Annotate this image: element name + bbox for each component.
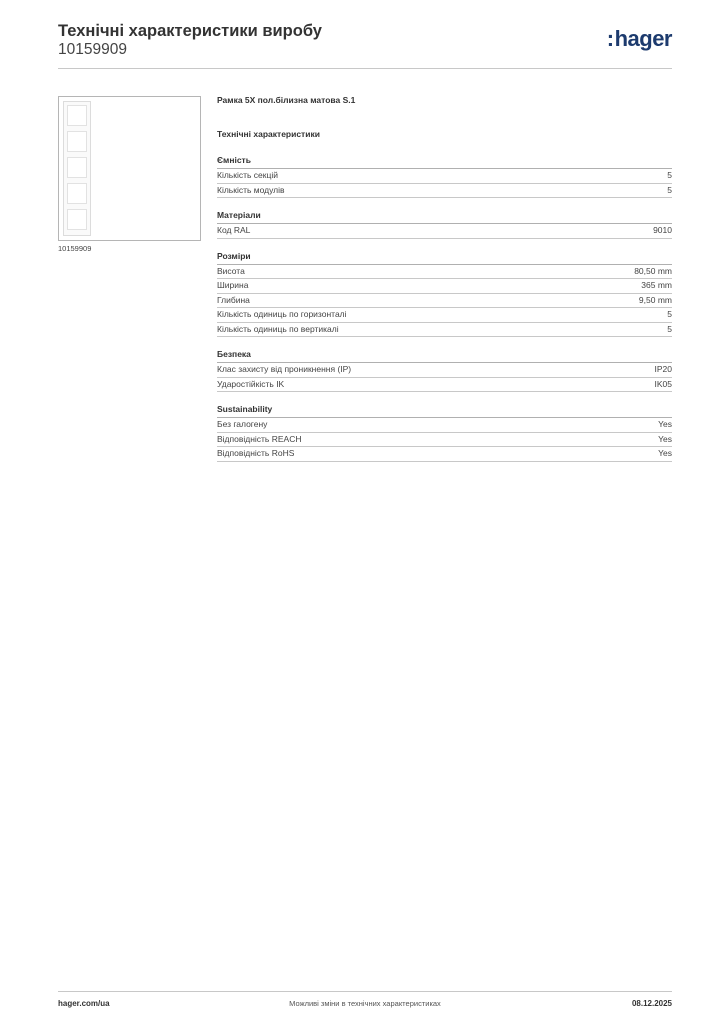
spec-label: Клас захисту від проникнення (IP) (217, 364, 352, 374)
footer-note: Можливі зміни в технічних характеристиках (289, 999, 441, 1008)
spec-value: 5 (667, 309, 672, 319)
spec-section (217, 155, 672, 198)
frame-cell (67, 105, 87, 126)
spec-heading: Технічні характеристики (217, 129, 320, 139)
spec-row (217, 308, 672, 323)
spec-value: 80,50 mm (634, 265, 672, 276)
page-title: Технічні характеристики виробу (58, 22, 322, 40)
image-caption: 10159909 (58, 244, 92, 253)
spec-row (217, 433, 672, 448)
spec-value: IK05 (654, 378, 672, 389)
spec-content (217, 95, 672, 474)
footer-date: 08.12.2025 (631, 999, 672, 1008)
spec-label: Ударостійкість IK (217, 378, 285, 389)
spec-label: Кількість одиниць по горизонталі (217, 309, 347, 319)
section-title: Ємність (217, 155, 672, 169)
spec-section (217, 404, 672, 462)
spec-label: Відповідність REACH (217, 433, 302, 444)
spec-label: Висота (217, 265, 245, 276)
section-title: Безпека (217, 349, 672, 363)
spec-row (217, 169, 672, 184)
spec-row (217, 184, 672, 199)
frame-cell (67, 183, 87, 204)
section-title: Sustainability (217, 404, 672, 418)
spec-value: Yes (658, 448, 672, 458)
spec-value: 9010 (653, 225, 672, 235)
spec-value: IP20 (654, 364, 672, 374)
spec-row (217, 265, 672, 280)
spec-label: Кількість секцій (217, 170, 278, 180)
page-header (58, 20, 672, 69)
spec-row (217, 294, 672, 309)
footer-website: hager.com/ua (58, 999, 110, 1008)
product-image (58, 96, 201, 241)
spec-label: Без галогену (217, 419, 268, 429)
spec-label: Код RAL (217, 225, 251, 235)
spec-section (217, 210, 672, 239)
spec-label: Кількість модулів (217, 184, 285, 195)
frame-cell (67, 157, 87, 178)
spec-label: Кількість одиниць по вертикалі (217, 323, 339, 334)
frame-cell (67, 209, 87, 230)
logo-text: hager (614, 26, 672, 51)
section-title: Матеріали (217, 210, 672, 224)
spec-value: Yes (658, 433, 672, 444)
spec-label: Глибина (217, 294, 250, 305)
spec-row (217, 447, 672, 462)
page-footer (58, 991, 672, 1012)
spec-row (217, 224, 672, 239)
spec-value: 5 (667, 170, 672, 180)
spec-row (217, 363, 672, 378)
spec-value: 9,50 mm (638, 294, 672, 305)
product-code: 10159909 (58, 41, 127, 58)
spec-row (217, 323, 672, 338)
spec-sections (217, 155, 672, 462)
spec-label: Ширина (217, 280, 249, 290)
product-name: Рамка 5X пол.білизна матова S.1 (217, 95, 356, 105)
spec-section (217, 349, 672, 392)
spec-value: Yes (658, 419, 672, 429)
spec-value: 5 (667, 184, 672, 195)
frame-cell (67, 131, 87, 152)
spec-row (217, 378, 672, 393)
spec-row (217, 279, 672, 294)
spec-value: 5 (667, 323, 672, 334)
hager-logo: :hager (606, 26, 672, 51)
section-title: Розміри (217, 251, 672, 265)
spec-value: 365 mm (641, 280, 672, 290)
spec-row (217, 418, 672, 433)
spec-section (217, 251, 672, 338)
spec-label: Відповідність RoHS (217, 448, 295, 458)
frame-illustration (63, 101, 91, 236)
